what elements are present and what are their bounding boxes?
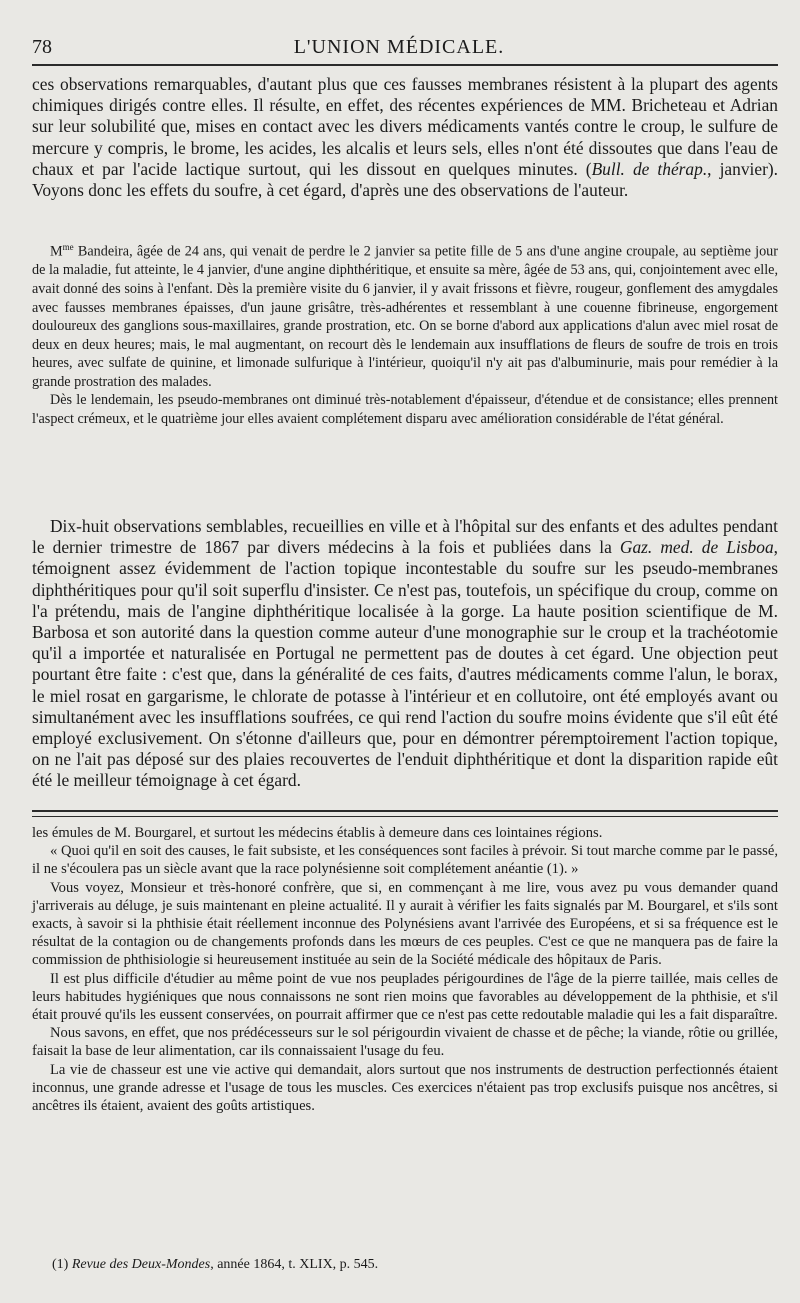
footnote-source: Revue des Deux-Mondes <box>71 1257 211 1272</box>
section-divider <box>32 810 778 817</box>
feuilleton-paragraph-1: les émules de M. Bourgarel, et surtout les médecins établis à demeure dans ces lointaines régions. <box>32 825 603 841</box>
feuilleton-paragraph-5: Nous savons, en effet, que nos prédécesseurs sur le sol périgourdin vivaient de chasse et de pêche; la viande, rôtie ou grillée, faisait la base de leur alimentation, car ils connaissaient l'usage du feu. <box>32 1025 778 1060</box>
citation-bull-therap: Bull. de thérap. <box>591 158 708 179</box>
footnote <box>52 1257 378 1273</box>
feuilleton-paragraph-3: Vous voyez, Monsieur et très-honoré confrère, que si, en commençant à me lire, vous avez pu vous demander quand j'arriverais au déluge, je suis maintenant en pleine actualité. Il y aurait à vérifier les faits signalés par M. Bourgarel, et s'ils sont exacts, à savoir si la phthisie était réellement inconnue des Polynésiens avant l'arrivée des Européens, et si sa fréquence est le résultat de la contagion ou de changements profonds dans les mœurs de ces peuples. C'est ce que ne manquera pas de faire la commission de phthisiologie si heureusement instituée au sein de la Société médicale des hôpitaux de Paris. <box>32 879 778 969</box>
header-rule <box>32 64 778 66</box>
opening-text: ces observations remarquables, d'autant plus que ces fausses membranes résistent à la plupart des agents chimiques dirigés contre elles. Il résulte, en effet, des récentes expériences de MM. Bricheteau et Adrian sur leur solubilité que, mises en contact avec les divers médicaments vantés contre le croup, le sulfure de mercure y compris, le brome, les acides, les alcalis et leurs sels, elles n'ont été dissoutes que dans l'eau de chaux et par l'acide lactique surtout, qui les dissout en quelques minutes. <box>32 74 778 179</box>
footnote-rest: , année 1864, t. XLIX, p. 545. <box>210 1257 379 1272</box>
feuilleton-paragraph-6: La vie de chasseur est une vie active qui demandait, alors surtout que nos instruments de destruction perfectionnés étaient inconnus, une grande adresse et l'usage de tous les muscles. Ces exercices n'étaient pas trop exclusifs puisque nos ancêtres, si ancêtres ils étaient, avaient des goûts artistiques. <box>32 1061 778 1115</box>
feuilleton-section <box>32 824 778 1115</box>
opening-paragraph: ces observations remarquables, d'autant plus que ces fausses membranes résistent à la plupart des agents chimiques dirigés contre elles. Il résulte, en effet, des récentes expériences de MM. Bricheteau et Adrian sur leur solubilité que, mises en contact avec les divers médicaments vantés contre le croup, le sulfure de mercure y compris, le brome, les acides, les alcalis et leurs sels, elles n'ont été dissoutes que dans l'eau de chaux et par l'acide lactique surtout, qui les dissout en quelques minutes. (Bull. de thérap., janvier). Voyons donc les effets du soufre, à cet égard, d'après une des observations de l'auteur. <box>32 74 778 201</box>
running-title: L'UNION MÉDICALE. <box>293 36 505 58</box>
footnote-marker: (1) <box>52 1257 72 1272</box>
case-paragraph-1 <box>32 238 778 391</box>
opening-section <box>32 74 778 201</box>
case-observation <box>32 238 778 429</box>
feuilleton-paragraph-2: « Quoi qu'il en soit des causes, le fait subsiste, et les conséquences sont faciles à prévoir. Si tout marche comme par le passé, il ne s'écoulera pas un siècle avant que la race polynésienne soit complétement anéantie (1). » <box>32 843 778 878</box>
case-text: Bandeira, âgée de 24 ans, qui venait de perdre le 2 janvier sa petite fille de 5 ans d'une angine croupale, au septième jour de la maladie, fut atteinte, le 4 janvier, d'une angine diphthéritique, et ensuite sa mère, âgée de 53 ans, qui, conjointement avec elle, avait donné des soins à l'enfant. Dès la première visite du 6 janvier, il y avait frissons et fièvre, rougeur, gonflement des amygdales avec fausses membranes épaisses, d'un jaune grisâtre, très-adhérentes et ressemblant à une couenne fibrineuse, engorgement douloureux des ganglions sous-maxillaires, grande prostration, etc. On se borne d'abord aux applications d'alun avec miel rosat de deux en deux heures; mais, le mal augmentant, on recourt dès le lendemain aux insufflations de fleurs de soufre de trois en trois heures, avec sulfate de quinine, et limonade sulfurique à l'intérieur, quoiqu'il n'y ait pas d'albuminurie, mais pour remédier à la grande prostration des malades. <box>32 243 778 390</box>
case-mme: M <box>50 243 63 260</box>
opening-text-end: , janvier). Voyons donc les effets du soufre, à cet égard, d'après une des observations de l'auteur. <box>32 158 778 201</box>
discussion-text-start: Dix-huit observations semblables, recueillies en ville et à l'hôpital sur des enfants et des adultes pendant le dernier trimestre de 1867 par divers médecins à la fois et publiées dans la <box>32 516 778 558</box>
discussion-paragraph <box>32 516 778 792</box>
case-mme-sup: me <box>62 242 74 252</box>
feuilleton-paragraph-4: Il est plus difficile d'étudier au même point de vue nos peuplades périgourdines de l'âge de la pierre taillée, mais celles de leurs habitudes hygiéniques que nous connaissons ne sont rien moins que favorables au développement de la phthisie, et s'il était prouvé qu'ils les eussent conservées, on pourrait affirmer que ce n'est pas cette redoutable maladie qui les a fait disparaître. <box>32 970 778 1024</box>
case-paragraph-2: Dès le lendemain, les pseudo-membranes ont diminué très-notablement d'épaisseur, d'étendue et de consistance; elles prennent l'aspect crémeux, et le quatrième jour elles avaient complétement disparu avec amélioration considérable de l'état général. <box>32 392 778 428</box>
discussion-text-end: , témoignent assez évidemment de l'action topique incontestable du soufre sur les pseudo-membranes diphthéritiques pour qu'il soit superflu d'insister. Ce n'est pas, toutefois, un spécifique du croup, comme on l'a prétendu, mais de l'angine diphthéritique localisée à la gorge. La haute position scientifique de M. Barbosa et son autorité dans la question comme auteur d'une monographie sur le croup et la trachéotomie qu'il a importée et naturalisée en Portugal ne permettent pas de doutes à cet égard. Une objection peut pourtant être faite : c'est que, dans la généralité de ces faits, d'autres médicaments comme l'alun, le borax, le miel rosat en gargarisme, le chlorate de potasse à l'intérieur et en collutoire, ont été employés avant ou simultanément avec les insufflations soufrées, ce qui rend l'action du soufre moins évidente que s'il eût été employé exclusivement. On s'étonne d'ailleurs que, pour en démontrer péremptoirement l'action topique, on ne l'ait pas déposé sur des plaies recouvertes de l'enduit diphthéritique et dont la disparition rapide eût été le meilleur témoignage à cet égard. <box>32 537 778 791</box>
citation-gaz-med-lisboa: Gaz. med. de Lisboa <box>619 537 774 558</box>
discussion-section <box>32 516 778 792</box>
page-number: 78 <box>32 36 52 58</box>
page-header <box>32 36 766 62</box>
